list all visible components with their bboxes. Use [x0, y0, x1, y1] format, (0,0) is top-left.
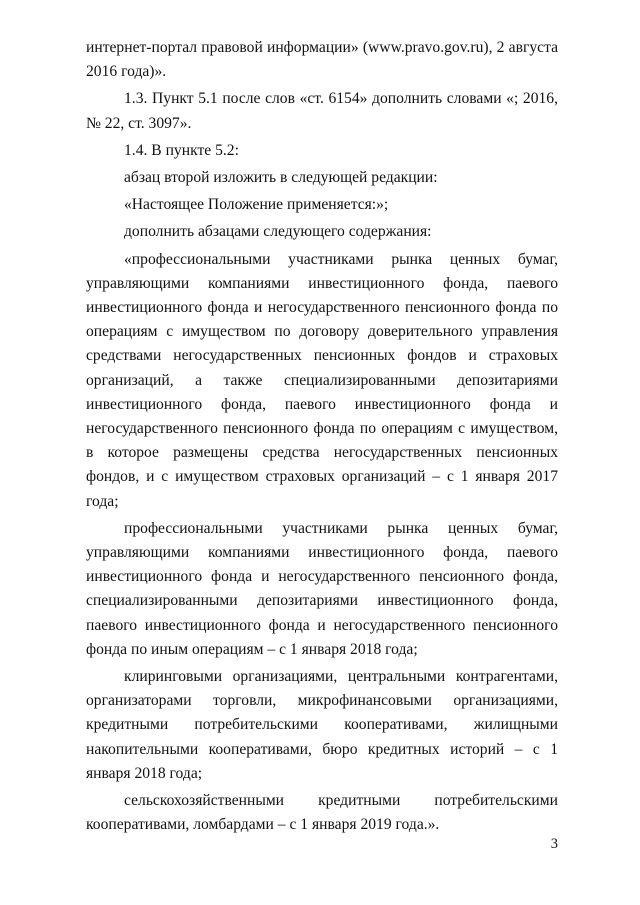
paragraph-item-1-4: 1.4. В пункте 5.2:	[124, 141, 239, 159]
page-number: 3	[550, 836, 558, 852]
paragraph-professional-participants-2018: профессиональными участниками рынка ценных бумаг, управляющими компаниями инвестиционного фонда, паевого инвестиционного фонда и негосударственного пенсионного фонда, специализированными депозитариями инвестиционного фонда, паевого инвестиционного фонда и негосударственного пенсионного фонда по иным операциям – с 1 января 2018 года;	[86, 519, 558, 658]
paragraph-abzac-second: абзац второй изложить в следующей редакции:	[124, 169, 438, 187]
paragraph-item-1-3: 1.3. Пункт 5.1 после слов «ст. 6154» дополнить словами «; 2016, № 22, ст. 3097».	[86, 90, 558, 132]
paragraph-quote-applies: «Настоящее Положение применяется:»;	[124, 196, 389, 214]
paragraph-continuation: интернет-портал правовой информации» (www.pravo.gov.ru), 2 августа 2016 года)».	[86, 39, 558, 81]
paragraph-agricultural-cooperatives: сельскохозяйственными кредитными потребительскими кооперативами, ломбардами – с 1 января 2019 года.».	[86, 792, 558, 834]
document-body	[86, 36, 558, 838]
paragraph-professional-participants-2017: «профессиональными участниками рынка ценных бумаг, управляющими компаниями инвестиционного фонда, паевого инвестиционного фонда и негосударственного пенсионного фонда по операциям с имуществом по договору доверительного управления средствами негосударственных пенсионных фондов и страховых организаций, а также специализированными депозитариями инвестиционного фонда, паевого инвестиционного фонда и негосударственного пенсионного фонда по операциям с имуществом, в которое размещены средства негосударственных пенсионных фондов, и с имуществом страховых организаций – с 1 января 2017 года;	[86, 250, 558, 510]
paragraph-clearing-organizations: клиринговыми организациями, центральными контрагентами, организаторами торговли, микрофинансовыми организациями, кредитными потребительскими кооперативами, жилищными накопительными кооперативами, бюро кредитных историй – с 1 января 2018 года;	[86, 668, 558, 782]
paragraph-add-abzacs: дополнить абзацами следующего содержания:	[124, 223, 432, 241]
